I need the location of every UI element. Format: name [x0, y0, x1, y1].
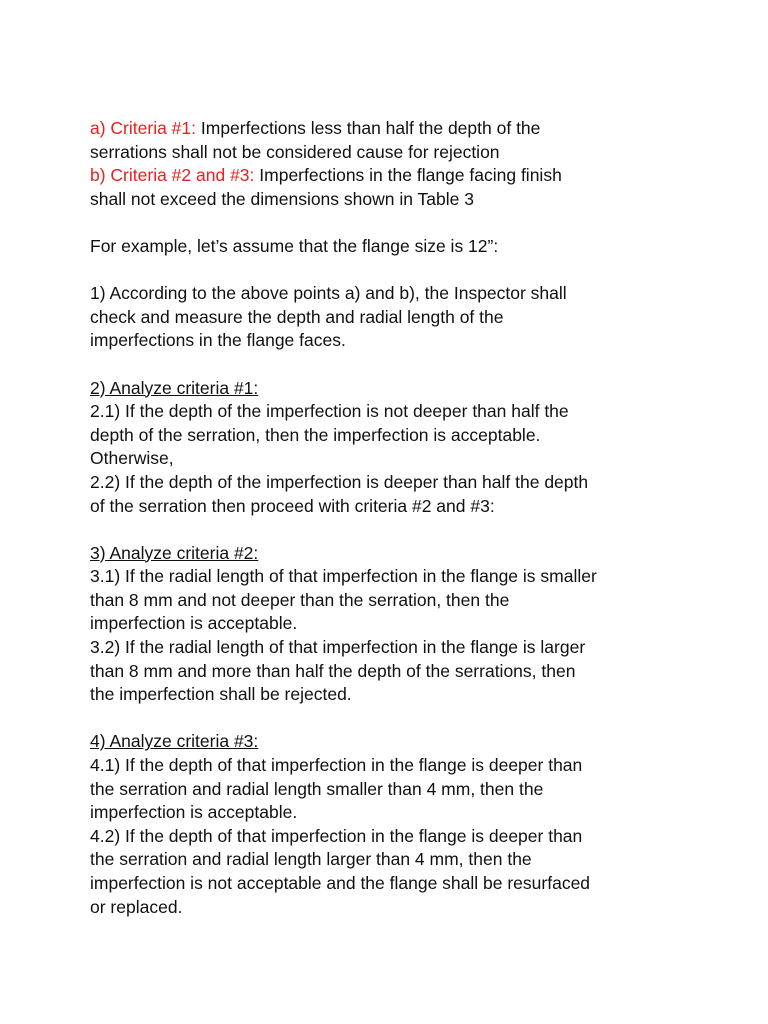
step3-line: 3.2) If the radial length of that imperfection in the flange is larger — [90, 637, 586, 658]
criteria-b-line-2: shall not exceed the dimensions shown in Table 3 — [90, 188, 474, 209]
document-page — [90, 117, 730, 919]
step4-line: 4.2) If the depth of that imperfection in the flange is deeper than — [90, 825, 583, 846]
step3-line: imperfection is acceptable. — [90, 613, 298, 634]
step3-heading: 3) Analyze criteria #2: — [90, 542, 259, 563]
spacer — [90, 211, 730, 235]
criteria-a-line-1 — [90, 117, 730, 141]
criteria-a-text: Imperfections less than half the depth of the — [196, 118, 541, 138]
step2-line: depth of the serration, then the imperfection is acceptable. — [90, 424, 541, 445]
criteria-a-line-2: serrations shall not be considered cause for rejection — [90, 141, 500, 162]
step1-line: imperfections in the flange faces. — [90, 330, 346, 351]
spacer — [90, 707, 730, 731]
spacer — [90, 518, 730, 542]
spacer — [90, 353, 730, 377]
step2-line: of the serration then proceed with criteria #2 and #3: — [90, 495, 495, 516]
step3-line: than 8 mm and not deeper than the serration, then the — [90, 589, 510, 610]
example-line: For example, let’s assume that the flange size is 12”: — [90, 235, 499, 256]
step3-line: 3.1) If the radial length of that imperfection in the flange is smaller — [90, 566, 597, 587]
criteria-a-label: a) Criteria #1: — [90, 118, 197, 138]
spacer — [90, 259, 730, 283]
step2-line: 2.2) If the depth of the imperfection is deeper than half the depth — [90, 471, 589, 492]
step4-line: 4.1) If the depth of that imperfection in the flange is deeper than — [90, 755, 583, 776]
step4-line: the serration and radial length larger than 4 mm, then the — [90, 849, 532, 870]
step4-heading: 4) Analyze criteria #3: — [90, 731, 259, 752]
criteria-b-text: Imperfections in the flange facing finish — [254, 165, 562, 186]
step4-line: the serration and radial length smaller than 4 mm, then the — [90, 778, 544, 799]
criteria-b-label: b) Criteria #2 and #3: — [90, 165, 255, 186]
step1-line: check and measure the depth and radial length of the — [90, 306, 504, 327]
step4-line: imperfection is not acceptable and the flange shall be resurfaced — [90, 873, 591, 893]
criteria-b-line-1 — [90, 164, 730, 188]
step3-line: the imperfection shall be rejected. — [90, 684, 352, 705]
step3-line: than 8 mm and more than half the depth of the serrations, then — [90, 660, 576, 681]
step1-line: 1) According to the above points a) and b), the Inspector shall — [90, 283, 567, 304]
step4-line: or replaced. — [90, 896, 183, 917]
step2-heading: 2) Analyze criteria #1: — [90, 377, 259, 398]
step4-line: imperfection is acceptable. — [90, 802, 298, 823]
step2-line: Otherwise, — [90, 448, 174, 469]
step2-line: 2.1) If the depth of the imperfection is not deeper than half the — [90, 401, 569, 422]
